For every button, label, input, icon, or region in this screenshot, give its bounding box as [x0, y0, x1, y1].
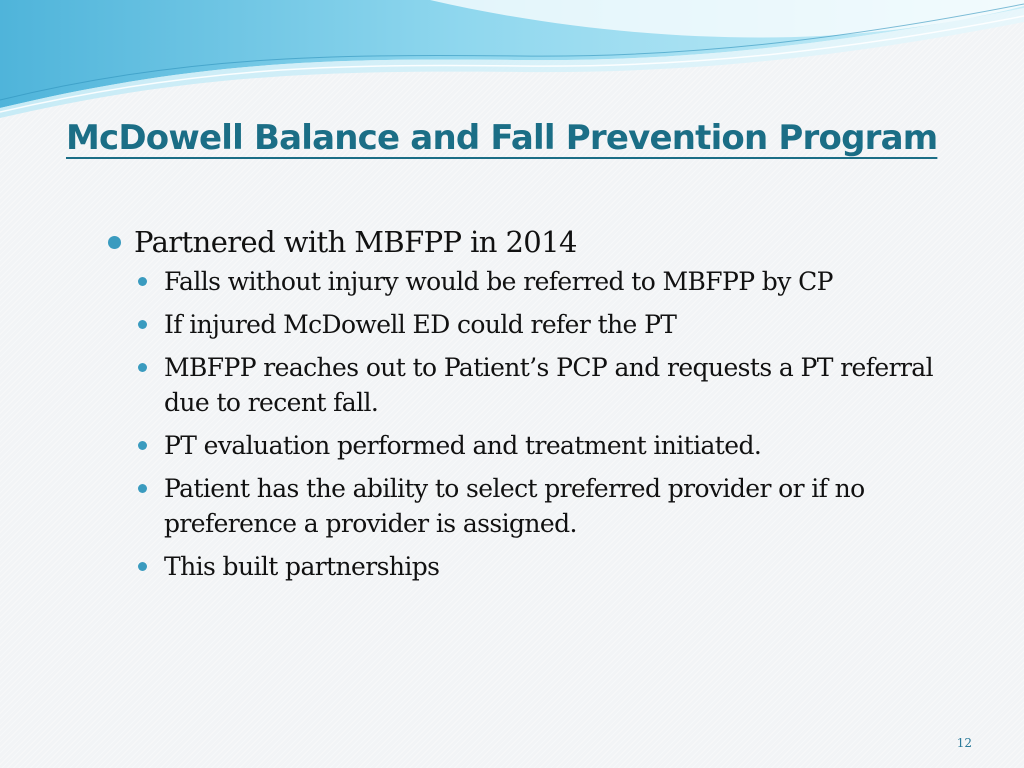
list-item [102, 549, 982, 584]
main-bullet-text: Partnered with MBFPP in 2014 [134, 225, 577, 259]
list-item-text: Falls without injury would be referred to MBFPP by CP [164, 267, 833, 296]
list-item-text: If injured McDowell ED could refer the PT [164, 310, 677, 339]
list-item [102, 428, 982, 463]
list-item-text: Patient has the ability to select preferred provider or if no preference a provider is assigned. [164, 474, 865, 538]
bullet-dot-icon [138, 320, 147, 329]
list-item-text: PT evaluation performed and treatment initiated. [164, 431, 762, 460]
header-wave-decoration [0, 0, 1024, 130]
bullet-dot-icon [138, 484, 147, 493]
list-item-text: MBFPP reaches out to Patient’s PCP and requests a PT referral due to recent fall. [164, 353, 933, 417]
slide-title: McDowell Balance and Fall Prevention Program [66, 118, 938, 158]
page-number: 12 [956, 736, 972, 750]
list-item [102, 264, 982, 299]
bullet-dot-icon [108, 236, 121, 249]
sub-bullet-list [102, 264, 982, 584]
list-item [102, 307, 982, 342]
bullet-dot-icon [138, 363, 147, 372]
bullet-dot-icon [138, 277, 147, 286]
list-item [102, 350, 982, 420]
bullet-dot-icon [138, 441, 147, 450]
list-item-text: This built partnerships [164, 552, 440, 581]
list-item [102, 471, 982, 541]
slide-content [102, 222, 982, 592]
bullet-dot-icon [138, 562, 147, 571]
main-bullet [102, 222, 982, 262]
